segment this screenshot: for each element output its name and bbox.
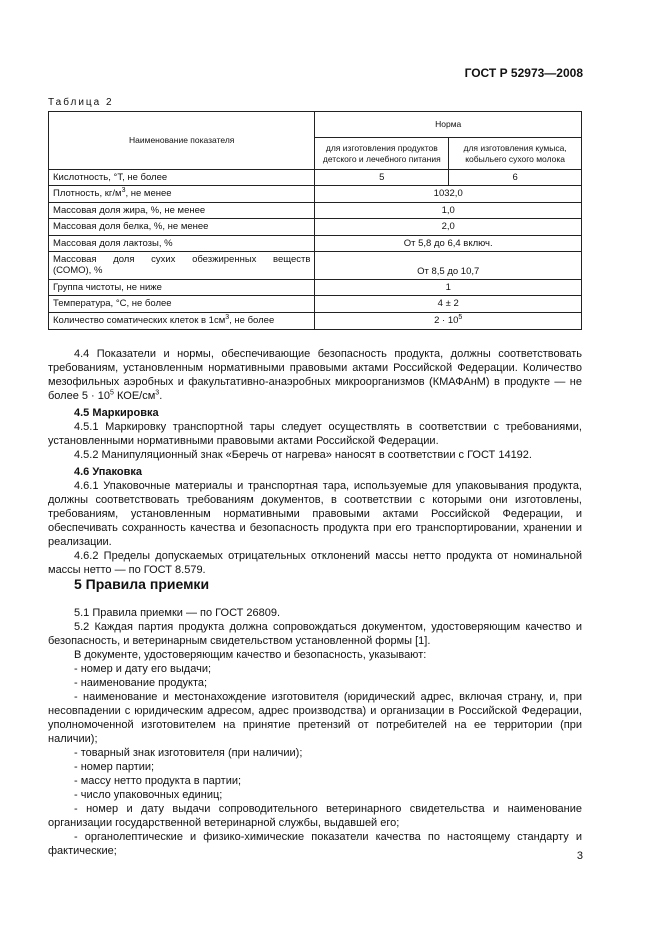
header-norm: Норма [315, 112, 582, 138]
row-label: Массовая доля жира, %, не менее [49, 202, 315, 218]
list-item: - наименование и местонахождение изготовителя (юридический адрес, включая страну, и, при несовпадении с юридическим адресом, адрес производства) и организации в Российской Федерации, уполномоченной изготовителем на принятие претензий от потребителей на ее территории (при наличии); [48, 691, 582, 745]
row-value: 2,0 [315, 219, 582, 235]
header-children: для изготовления продуктов детского и лечебного питания [315, 138, 449, 170]
row-label: Массовая доля лактозы, % [49, 235, 315, 251]
paragraph-4-6-1: 4.6.1 Упаковочные материалы и транспортная тара, используемые для упаковывания продукта, должны соответствовать требованиям документов, в соответствии с которыми они изготовлены, требованиям, установленным нормативными правовыми актами Российской Федерации, и обеспечивать сохранность качества и безопасность продукта при его транспортировании, хранении и реализации. [48, 480, 582, 548]
paragraph-4-6-2: 4.6.2 Пределы допускаемых отрицательных отклонений массы нетто продукта от номинальной массы нетто — по ГОСТ 8.579. [48, 550, 582, 576]
section-4-text [48, 347, 582, 577]
heading-4-6: 4.6 Упаковка [74, 466, 142, 478]
list-item: - товарный знак изготовителя (при наличии); [74, 747, 303, 759]
section-5-text [48, 606, 582, 858]
list-item: - наименование продукта; [74, 677, 208, 689]
table-row [49, 219, 582, 235]
paragraph-5-2: 5.2 Каждая партия продукта должна сопровождаться документом, удостоверяющим качество и безопасность, и ветеринарным свидетельством установленной формы [1]. [48, 621, 582, 647]
list-item: - массу нетто продукта в партии; [74, 775, 242, 787]
row-value: От 5,8 до 6,4 включ. [315, 235, 582, 251]
list-item: - число упаковочных единиц; [74, 789, 223, 801]
header-indicator: Наименование показателя [49, 112, 315, 170]
document-code: ГОСТ Р 52973—2008 [464, 66, 583, 80]
header-kumys: для изготовления кумыса, кобыльего сухого молока [449, 138, 582, 170]
paragraph-4-4: 4.4 Показатели и нормы, обеспечивающие безопасность продукта, должны соответствовать требованиям, установленным нормативными правовыми актами Российской Федерации. Количество мезофильных аэробных и факультативно-анаэробных микроорганизмов (КМАФАнМ) в продукте — не более $5 \cdot 10^5$ КОЕ/$см^3$. [48, 348, 582, 402]
list-item: - органолептические и физико-химические показатели качества по настоящему стандарту и фактические; [48, 831, 582, 857]
row-value: 1032,0 [315, 186, 582, 202]
row-label: Температура, °С, не более [49, 296, 315, 312]
table-row [49, 170, 582, 186]
paragraph-5-2-intro: В документе, удостоверяющим качество и безопасность, указывают: [74, 649, 427, 661]
row-value: 4 ± 2 [315, 296, 582, 312]
list-item: - номер и дату его выдачи; [74, 663, 212, 675]
row-value: 5 [315, 170, 449, 186]
list-item: - номер партии; [74, 761, 155, 773]
page-number: 3 [576, 850, 583, 862]
list-item: - номер и дату выдачи сопроводительного ветеринарного свидетельства и наименование организации государственной ветеринарной службы, выдавшей его; [48, 803, 582, 829]
row-label: Количество соматических клеток в $1см^3$, не более [49, 312, 315, 329]
table-row [49, 279, 582, 295]
heading-4-5: 4.5 Маркировка [74, 407, 159, 419]
table-row [49, 312, 582, 329]
paragraph-4-5-1: 4.5.1 Маркировку транспортной тары следует осуществлять в соответствии с требованиями, установленными нормативными правовыми актами Российской Федерации. [48, 421, 582, 447]
norms-table [48, 111, 582, 330]
row-label: Массовая доля белка, %, не менее [49, 219, 315, 235]
table-row [49, 202, 582, 218]
table-row [49, 235, 582, 251]
row-value: От 8,5 до 10,7 [315, 251, 582, 279]
row-label: Группа чистоты, не ниже [49, 279, 315, 295]
section-5-title: 5 Правила приемки [74, 576, 210, 592]
row-value: 1,0 [315, 202, 582, 218]
table-row [49, 251, 582, 279]
table-header-row [49, 112, 582, 138]
row-label: Кислотность, °Т, не более [49, 170, 315, 186]
row-value: $2 \cdot 10^5$ [315, 312, 582, 329]
table-caption: Таблица 2 [48, 97, 114, 108]
row-value: 1 [315, 279, 582, 295]
row-value: 6 [449, 170, 582, 186]
row-label: Плотность, $кг/м^3$, не менее [49, 186, 315, 202]
paragraph-4-5-2: 4.5.2 Манипуляционный знак «Беречь от нагрева» наносят в соответствии с ГОСТ 14192. [74, 449, 532, 461]
row-label: Массовая доля сухих обезжиренных веществ (СОМО), % [49, 251, 315, 279]
table-row [49, 186, 582, 202]
paragraph-5-1: 5.1 Правила приемки — по ГОСТ 26809. [74, 607, 281, 619]
table-row [49, 296, 582, 312]
